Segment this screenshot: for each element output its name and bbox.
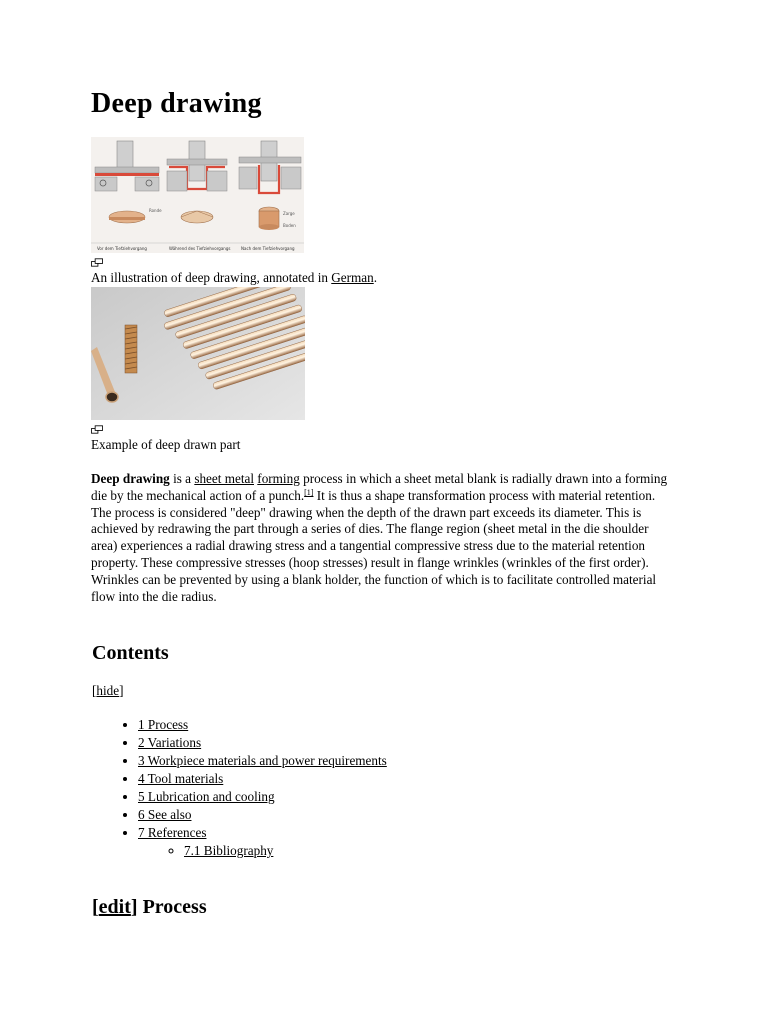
list-item bbox=[138, 770, 592, 788]
german-link[interactable]: German bbox=[331, 270, 374, 285]
illustration-svg bbox=[91, 137, 304, 253]
figure-caption bbox=[91, 270, 691, 286]
text-run: process in which a sheet metal blank is radially drawn into a forming die by the mechanical action of a punch. bbox=[91, 471, 668, 503]
toc-toggle bbox=[92, 683, 124, 700]
caption-text: An illustration of deep drawing, annotated in bbox=[91, 270, 332, 285]
toc-link-workpiece-materials[interactable]: 3 Workpiece materials and power requirements bbox=[138, 753, 387, 768]
intro-paragraph bbox=[91, 471, 678, 605]
sheet-metal-link[interactable]: sheet metal bbox=[194, 471, 254, 486]
section-title: Process bbox=[137, 896, 207, 918]
list-item bbox=[138, 716, 592, 734]
deep-drawn-part-photo[interactable] bbox=[91, 287, 305, 420]
toc-list bbox=[92, 716, 592, 860]
caption-text-end: . bbox=[373, 270, 378, 285]
table-of-contents bbox=[92, 716, 592, 860]
bracket: [ bbox=[92, 683, 97, 698]
section-heading-process bbox=[92, 897, 207, 917]
bracket: [ bbox=[92, 896, 99, 918]
edit-link[interactable]: edit bbox=[98, 896, 131, 918]
list-item bbox=[138, 824, 592, 860]
contents-heading: Contents bbox=[92, 642, 169, 664]
toc-link-variations[interactable]: 2 Variations bbox=[138, 735, 202, 750]
text-run: is a bbox=[169, 471, 195, 486]
part-label-ronde: Ronde bbox=[149, 208, 162, 213]
toc-sublist bbox=[138, 842, 592, 860]
toc-link-bibliography[interactable]: 7.1 Bibliography bbox=[184, 843, 274, 858]
figure-caption: Example of deep drawn part bbox=[91, 437, 241, 452]
page-title: Deep drawing bbox=[91, 88, 262, 119]
text-run: It is thus a shape transformation process with material retention. The process is considered "deep" drawing when the depth of the drawn part exceeds its diameter. This is achieved by redrawing the part through a series of dies. The flange region (sheet metal in the die shoulder area) experiences a radial drawing stress and a tangential compressive stress due to the material retention property. These compressive stresses (hoop stresses) result in flange wrinkles (wrinkles of the first order). Wrinkles can be prevented by using a blank holder, the function of which is to facilitate controlled material flow into the die radius. bbox=[91, 487, 657, 604]
reference-link[interactable]: [1] bbox=[304, 487, 314, 497]
part-label-boden: Boden bbox=[283, 223, 296, 228]
stage-label-2: Während des Tiefziehvorgangs bbox=[169, 246, 231, 251]
list-item bbox=[138, 734, 592, 752]
list-item bbox=[184, 842, 592, 860]
lead-term: Deep drawing bbox=[91, 471, 170, 486]
toc-link-tool-materials[interactable]: 4 Tool materials bbox=[138, 771, 224, 786]
toc-link-see-also[interactable]: 6 See also bbox=[138, 807, 192, 822]
list-item bbox=[138, 752, 592, 770]
hide-link[interactable]: hide bbox=[96, 683, 120, 698]
bracket: ] bbox=[130, 896, 138, 918]
stage-label-1: Vor dem Tiefziehvorgang bbox=[97, 246, 147, 251]
toc-link-lubrication[interactable]: 5 Lubrication and cooling bbox=[138, 789, 275, 804]
list-item bbox=[138, 788, 592, 806]
toc-link-process[interactable]: 1 Process bbox=[138, 717, 189, 732]
photo-svg bbox=[91, 287, 305, 420]
part-label-zarge: Zarge bbox=[283, 211, 295, 216]
list-item bbox=[138, 806, 592, 824]
forming-link[interactable]: forming bbox=[257, 471, 300, 486]
deep-drawing-illustration[interactable] bbox=[91, 137, 304, 253]
bracket: ] bbox=[119, 683, 124, 698]
toc-link-references[interactable]: 7 References bbox=[138, 825, 207, 840]
stage-label-3: Nach dem Tiefziehvorgang bbox=[241, 246, 295, 251]
